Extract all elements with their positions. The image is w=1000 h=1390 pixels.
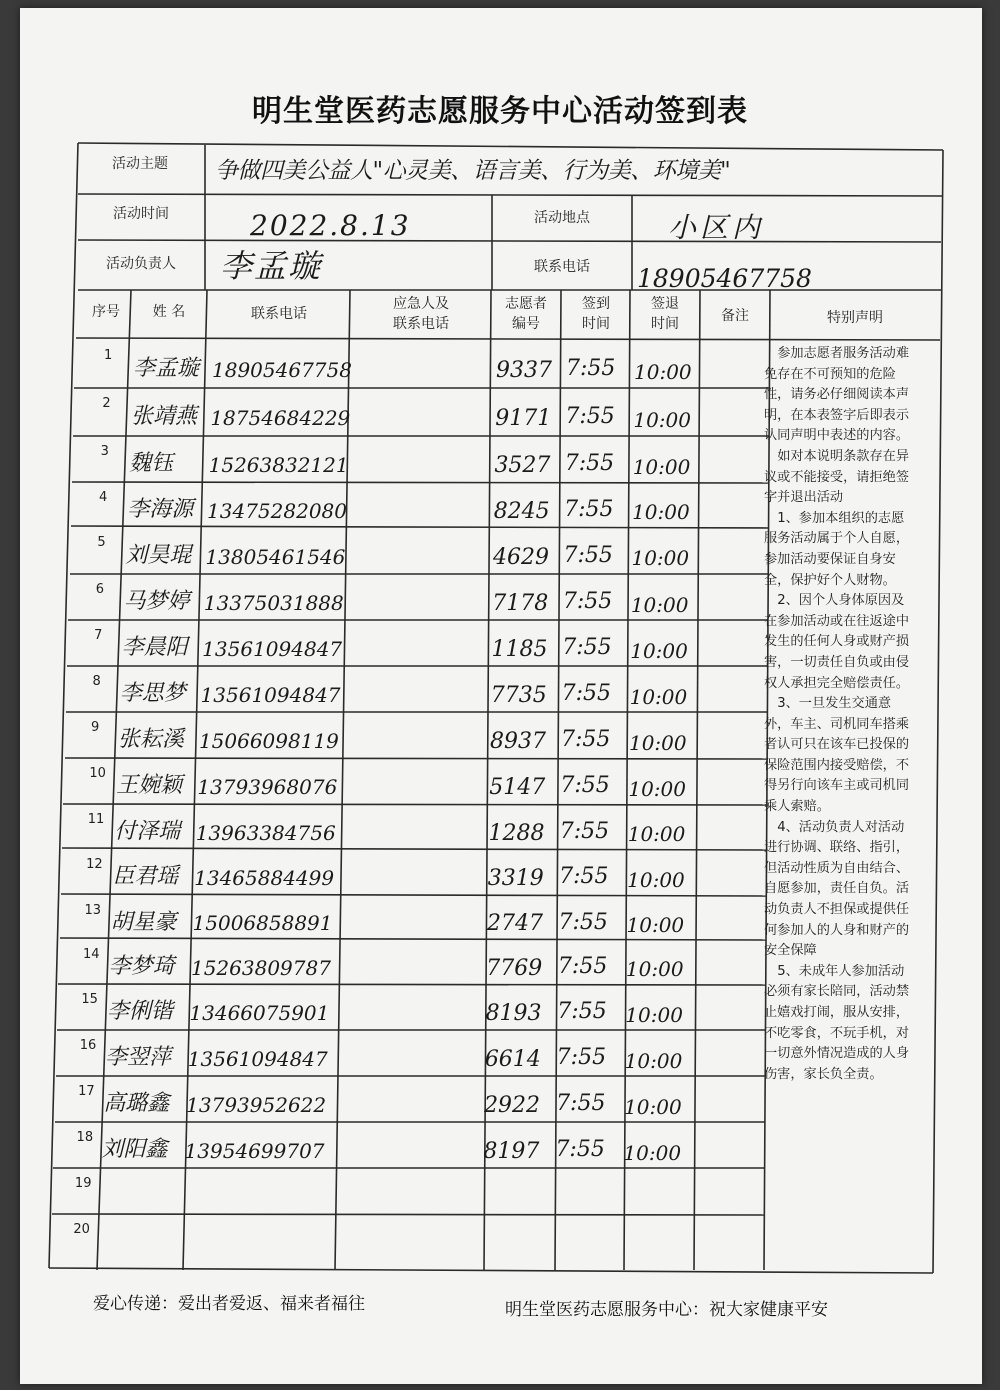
row-vol-no: 7735	[490, 683, 547, 709]
row-vol-no: 9337	[496, 358, 552, 384]
row-phone: 13561094847	[202, 637, 343, 662]
row-phone: 13793968076	[197, 775, 338, 800]
row-sign-out: 10:00	[629, 684, 688, 709]
row-phone: 13475282080	[207, 498, 347, 523]
row-phone: 13954699707	[184, 1139, 325, 1164]
row-name: 李晨阳	[121, 635, 188, 661]
row-seq: 9	[90, 720, 100, 735]
row-sign-in: 7:55	[561, 681, 611, 707]
row-phone: 13793952622	[186, 1093, 327, 1118]
row-sign-out: 10:00	[628, 776, 686, 801]
col-seq: 序号	[92, 304, 120, 320]
col-special: 特别声明	[827, 310, 883, 326]
row-sign-in: 7:55	[565, 404, 615, 430]
row-phone: 13963384756	[195, 820, 336, 845]
notice-clause-4: 4、活动负责人对活动进行协调、联络、指引，但活动性质为自由结合、自愿参加，责任自负。活动负责人不担保或提供任何参加人的人身和财产的安全保障	[764, 819, 910, 959]
row-name: 李孟璇	[133, 356, 200, 382]
notice-clause-2: 2、因个人身体原因及在参加活动或在往返途中发生的任何人身或财产损害，一切责任自负或由侵权人承担完全赔偿责任。	[764, 593, 910, 691]
row-seq: 14	[82, 947, 100, 962]
row-sign-out: 10:00	[627, 822, 686, 847]
row-name: 高璐鑫	[103, 1091, 170, 1117]
theme-value: 争做四美公益人"心灵美、语言美、行为美、环境美"	[215, 158, 731, 184]
phone-label: 联系电话	[534, 259, 590, 275]
row-vol-no: 3527	[494, 453, 551, 479]
row-name: 李俐锴	[106, 999, 173, 1025]
row-vol-no: 3319	[487, 866, 544, 892]
col-in-1: 签到	[582, 296, 610, 312]
row-phone: 13466075901	[189, 1001, 330, 1026]
row-sign-out: 10:00	[632, 500, 690, 525]
row-sign-out: 10:00	[630, 592, 689, 617]
row-vol-no: 4629	[492, 544, 549, 570]
col-name: 姓 名	[152, 304, 186, 320]
row-seq: 5	[97, 535, 106, 550]
row-phone: 15066098119	[198, 729, 339, 754]
row-sign-in: 7:55	[558, 909, 608, 935]
place-value: 小区内	[668, 211, 765, 244]
row-seq: 1	[104, 348, 113, 363]
row-phone: 13375031888	[203, 591, 344, 616]
row-sign-in: 7:55	[559, 864, 609, 890]
row-sign-out: 10:00	[625, 1002, 683, 1027]
row-name: 付泽瑞	[114, 819, 181, 845]
row-sign-in: 7:55	[560, 727, 611, 753]
leader-value: 李孟璇	[220, 247, 323, 285]
row-name: 李海源	[127, 497, 194, 523]
row-sign-in: 7:55	[564, 497, 614, 523]
row-name: 刘昊琨	[125, 542, 192, 568]
row-vol-no: 2747	[487, 911, 543, 937]
row-seq: 8	[92, 674, 101, 689]
row-sign-out: 10:00	[631, 546, 690, 571]
row-phone: 13561094847	[200, 683, 341, 708]
row-seq: 4	[99, 490, 108, 505]
leader-label: 活动负责人	[106, 256, 176, 272]
col-in-2: 时间	[582, 316, 610, 332]
row-vol-no: 1288	[488, 820, 545, 846]
row-name: 李思梦	[119, 681, 186, 707]
row-sign-in: 7:55	[557, 999, 607, 1025]
row-seq: 20	[73, 1222, 90, 1237]
row-sign-in: 7:55	[555, 1137, 605, 1163]
row-vol-no: 9171	[495, 406, 552, 432]
row-name: 王婉颖	[116, 773, 183, 799]
row-sign-in: 7:55	[563, 542, 613, 568]
row-name: 李翌萍	[105, 1045, 172, 1071]
notice-clause-1: 1、参加本组织的志愿服务活动属于个人自愿，参加活动要保证自身安全，保护好个人财物。	[764, 510, 910, 588]
row-phone: 13465884499	[194, 866, 335, 891]
row-seq: 12	[86, 857, 103, 872]
row-phone: 15263809787	[190, 955, 331, 980]
col-out-1: 签退	[651, 296, 679, 312]
row-sign-in: 7:55	[562, 635, 612, 661]
row-sign-out: 10:00	[627, 867, 685, 892]
notice-intro: 参加志愿者服务活动难免存在不可预知的危险性，请务必仔细阅读本声明，在本表签字后即表示认同声明中表述的内容。	[764, 346, 910, 444]
row-sign-out: 10:00	[626, 912, 685, 937]
row-sign-out: 10:00	[628, 730, 687, 755]
row-seq: 19	[74, 1176, 92, 1191]
row-sign-out: 10:00	[625, 957, 684, 982]
row-sign-out: 10:00	[632, 454, 691, 479]
row-name: 张靖燕	[131, 404, 198, 430]
row-seq: 10	[89, 766, 106, 781]
row-sign-in: 7:55	[557, 954, 608, 980]
phone-value: 18905467758	[637, 264, 812, 293]
notice-clause-5: 5、未成年人参加活动必须有家长陪同，活动禁止嬉戏打闹，服从安排，不吃零食，不玩手机，对一切意外情况造成的人身伤害，家长负全责。	[764, 963, 910, 1082]
row-seq: 16	[79, 1038, 97, 1053]
row-phone: 15263832121	[208, 453, 349, 478]
time-label: 活动时间	[113, 206, 169, 222]
row-name: 李梦琦	[108, 954, 175, 980]
row-sign-out: 10:00	[624, 1048, 683, 1073]
row-phone: 13805461546	[205, 544, 346, 569]
col-vol-1: 志愿者	[505, 296, 547, 312]
row-sign-in: 7:55	[556, 1091, 606, 1117]
row-sign-in: 7:55	[556, 1045, 607, 1071]
row-sign-out: 10:00	[624, 1094, 682, 1119]
row-sign-in: 7:55	[560, 773, 610, 799]
col-phone: 联系电话	[251, 306, 307, 322]
row-name: 张耘溪	[117, 727, 184, 753]
row-vol-no: 2922	[484, 1093, 541, 1119]
row-name: 臣君瑶	[112, 864, 179, 890]
row-seq: 6	[95, 582, 105, 597]
col-out-2: 时间	[651, 316, 679, 332]
row-name: 马梦婷	[123, 589, 190, 615]
row-sign-in: 7:55	[562, 589, 613, 615]
place-label: 活动地点	[534, 210, 590, 226]
footer-slogan: 爱心传递：爱出者爱返、福来者福往	[93, 1294, 365, 1314]
row-sign-out: 10:00	[633, 407, 691, 432]
row-vol-no: 7769	[486, 955, 543, 981]
row-sign-in: 7:55	[564, 451, 615, 477]
row-phone: 15006858891	[192, 911, 333, 936]
col-vol-2: 编号	[512, 316, 540, 332]
row-seq: 13	[84, 903, 102, 918]
row-vol-no: 8193	[485, 1001, 542, 1027]
row-name: 胡星豪	[110, 909, 177, 935]
row-seq: 2	[102, 396, 111, 411]
special-notice	[764, 344, 914, 1085]
row-sign-in: 7:55	[566, 356, 616, 382]
row-vol-no: 8197	[483, 1139, 540, 1165]
row-name: 魏钰	[129, 451, 174, 477]
row-phone: 18754684229	[210, 406, 351, 431]
row-vol-no: 7178	[492, 591, 549, 617]
row-name: 刘阳鑫	[101, 1137, 168, 1163]
row-vol-no: 8245	[493, 498, 550, 524]
col-remark: 备注	[721, 308, 749, 324]
notice-disagree: 如对本说明条款存在异议或不能接受，请拒绝签字并退出活动	[764, 448, 910, 506]
row-sign-in: 7:55	[559, 819, 610, 845]
row-seq: 11	[87, 812, 105, 827]
row-sign-out: 10:00	[623, 1140, 682, 1165]
time-value: 2022.8.13	[250, 209, 411, 242]
row-seq: 15	[81, 992, 98, 1007]
theme-label: 活动主题	[112, 156, 168, 172]
footer-blessing: 明生堂医药志愿服务中心：祝大家健康平安	[505, 1300, 828, 1320]
row-vol-no: 5147	[489, 775, 546, 801]
row-sign-out: 10:00	[634, 359, 692, 384]
row-sign-out: 10:00	[630, 638, 688, 663]
row-seq: 17	[78, 1084, 95, 1099]
row-seq: 3	[100, 444, 109, 459]
row-seq: 18	[76, 1130, 94, 1145]
sheet-title: 明生堂医药志愿服务中心活动签到表	[252, 94, 748, 129]
row-vol-no: 8937	[489, 729, 546, 755]
notice-clause-3: 3、一旦发生交通意外，车主、司机同车搭乘者认可只在该车已投保的保险范围内接受赔偿，不得另行向该车主或司机同乘人索赔。	[764, 696, 910, 815]
row-phone: 13561094847	[187, 1047, 328, 1072]
row-seq: 7	[94, 628, 103, 643]
col-emergency-1: 应急人及	[393, 296, 449, 312]
row-vol-no: 6614	[484, 1047, 541, 1073]
row-vol-no: 1185	[491, 637, 548, 663]
row-phone: 18905467758	[212, 358, 352, 383]
col-emergency-2: 联系电话	[393, 316, 449, 332]
